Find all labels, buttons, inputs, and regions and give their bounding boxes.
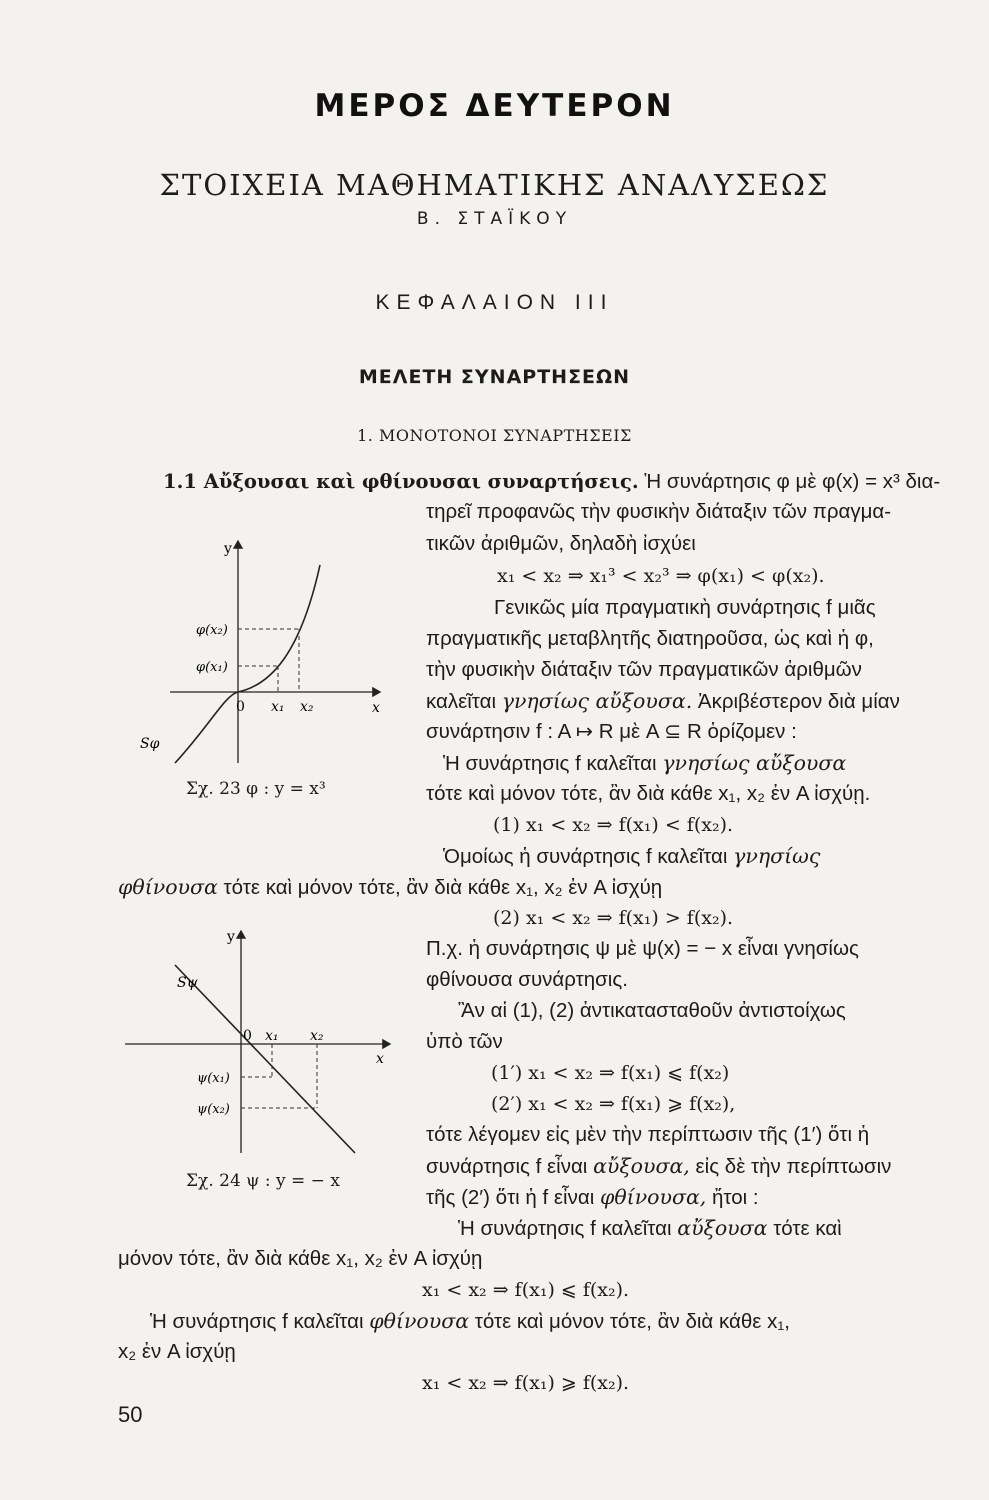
section-title: ΜΕΛΕΤΗ ΣΥΝΑΡΤΗΣΕΩΝ bbox=[358, 366, 631, 388]
x1-label: x₁ bbox=[271, 699, 285, 715]
origin-label: 0 bbox=[243, 1028, 252, 1044]
subsection-title: 1. ΜΟΝΟΤΟΝΟΙ ΣΥΝΑΡΤΗΣΕΙΣ bbox=[357, 426, 632, 445]
text-line: συνάρτησις f εἶναι αὔξουσα, εἰς δὲ τὴν περίπτωσιν bbox=[426, 1154, 892, 1178]
text-line: τὴν φυσικὴν διάταξιν τῶν πραγματικῶν ἀριθμῶν bbox=[426, 658, 862, 681]
text-line: συνάρτησιν f : A ↦ R μὲ A ⊆ R ὁρίζομεν : bbox=[426, 720, 797, 743]
psi-x1-label: ψ(x₁) bbox=[197, 1071, 230, 1086]
y-axis-label: y bbox=[227, 929, 235, 945]
text-line: x₂ ἐν A ἰσχύῃ bbox=[118, 1340, 236, 1363]
x2-label: x₂ bbox=[310, 1028, 324, 1044]
formula: (1′) x₁ < x₂ ⇒ f(x₁) ⩽ f(x₂) bbox=[491, 1062, 730, 1084]
text-line: φθίνουσα τότε καὶ μόνον τότε, ἂν διὰ κάθε x₁, x₂ ἐν A ἰσχύῃ bbox=[118, 875, 663, 899]
page-number: 50 bbox=[118, 1402, 143, 1427]
text-line: Ὁμοίως ἡ συνάρτησις f καλεῖται γνησίως bbox=[443, 844, 821, 868]
text-line: ὑπὸ τῶν bbox=[426, 1030, 503, 1053]
book-title: ΣΤΟΙΧΕΙΑ ΜΑΘΗΜΑΤΙΚΗΣ ΑΝΑΛΥΣΕΩΣ bbox=[159, 168, 830, 202]
text-line: φθίνουσα συνάρτησις. bbox=[426, 968, 628, 991]
x2-label: x₂ bbox=[300, 699, 314, 715]
author: Β. ΣΤΑΪΚΟΥ bbox=[416, 209, 573, 229]
y-axis-label: y bbox=[224, 541, 232, 557]
phi-x1-label: φ(x₁) bbox=[196, 660, 228, 675]
x-axis-label: x bbox=[372, 700, 380, 716]
text-line: καλεῖται γνησίως αὔξουσα. Ἀκριβέστερον διὰ μίαν bbox=[426, 689, 900, 713]
text-line: Ἡ συνάρτησις f καλεῖται φθίνουσα τότε καὶ μόνον τότε, ἂν διὰ κάθε x₁, bbox=[150, 1309, 790, 1333]
text-line: Ἡ συνάρτησις f καλεῖται αὔξουσα τότε καὶ bbox=[458, 1216, 842, 1240]
figure-23 bbox=[140, 535, 400, 770]
origin-label: 0 bbox=[236, 699, 245, 715]
graph-label: Sφ bbox=[140, 736, 160, 752]
formula: (2′) x₁ < x₂ ⇒ f(x₁) ⩾ f(x₂), bbox=[491, 1093, 736, 1115]
text-line: τικῶν ἀριθμῶν, δηλαδὴ ἰσχύει bbox=[426, 532, 696, 555]
decreasing-line bbox=[175, 965, 355, 1153]
text-line: μόνον τότε, ἂν διὰ κάθε x₁, x₂ ἐν A ἰσχύῃ bbox=[118, 1247, 483, 1270]
text-line: τότε λέγομεν εἰς μὲν τὴν περίπτωσιν τῆς (1′) ὅτι ἡ bbox=[426, 1123, 870, 1146]
text-line: τότε καὶ μόνον τότε, ἂν διὰ κάθε x₁, x₂ ἐν A ἰσχύῃ. bbox=[426, 782, 871, 805]
formula: (2) x₁ < x₂ ⇒ f(x₁) > f(x₂). bbox=[493, 907, 734, 929]
figure-24-caption: Σχ. 24 ψ : y = − x bbox=[186, 1171, 340, 1191]
x1-label: x₁ bbox=[265, 1028, 279, 1044]
paragraph-heading: 1.1 Αὔξουσαι καὶ φθίνουσαι συναρτήσεις. bbox=[163, 470, 639, 493]
x-axis-label: x bbox=[376, 1051, 384, 1067]
figure-24 bbox=[115, 925, 400, 1160]
formula: (1) x₁ < x₂ ⇒ f(x₁) < f(x₂). bbox=[493, 814, 734, 836]
text-line: Ἂν αἱ (1), (2) ἀντικατασταθοῦν ἀντιστοίχως bbox=[458, 999, 846, 1022]
formula: x₁ < x₂ ⇒ x₁³ < x₂³ ⇒ φ(x₁) < φ(x₂). bbox=[497, 565, 825, 587]
text-line: 1.1 Αὔξουσαι καὶ φθίνουσαι συναρτήσεις. Ἡ συνάρτησις φ μὲ φ(x) = x³ δια- bbox=[163, 470, 941, 493]
formula: x₁ < x₂ ⇒ f(x₁) ⩽ f(x₂). bbox=[422, 1279, 630, 1301]
figure-23-caption: Σχ. 23 φ : y = x³ bbox=[186, 779, 326, 799]
formula: x₁ < x₂ ⇒ f(x₁) ⩾ f(x₂). bbox=[422, 1372, 630, 1394]
text-line: Ἡ συνάρτησις f καλεῖται γνησίως αὔξουσα bbox=[443, 751, 847, 775]
chapter-title: ΚΕΦΑΛΑΙΟΝ III bbox=[375, 291, 614, 314]
psi-x2-label: ψ(x₂) bbox=[197, 1102, 230, 1117]
part-title: ΜΕΡΟΣ ΔΕΥΤΕΡΟΝ bbox=[314, 88, 675, 124]
text-line: τηρεῖ προφανῶς τὴν φυσικὴν διάταξιν τῶν πραγμα- bbox=[426, 500, 892, 523]
phi-x2-label: φ(x₂) bbox=[196, 623, 228, 638]
text-line: Γενικῶς μία πραγματικὴ συνάρτησις f μιᾶς bbox=[494, 596, 876, 619]
graph-label: Sψ bbox=[177, 975, 198, 991]
text-line: πραγματικῆς μεταβλητῆς διατηροῦσα, ὡς καὶ ἡ φ, bbox=[426, 627, 874, 650]
text-line: Π.χ. ἡ συνάρτησις ψ μὲ ψ(x) = − x εἶναι γνησίως bbox=[426, 937, 859, 960]
text-line: τῆς (2′) ὅτι ἡ f εἶναι φθίνουσα, ἤτοι : bbox=[426, 1185, 759, 1209]
